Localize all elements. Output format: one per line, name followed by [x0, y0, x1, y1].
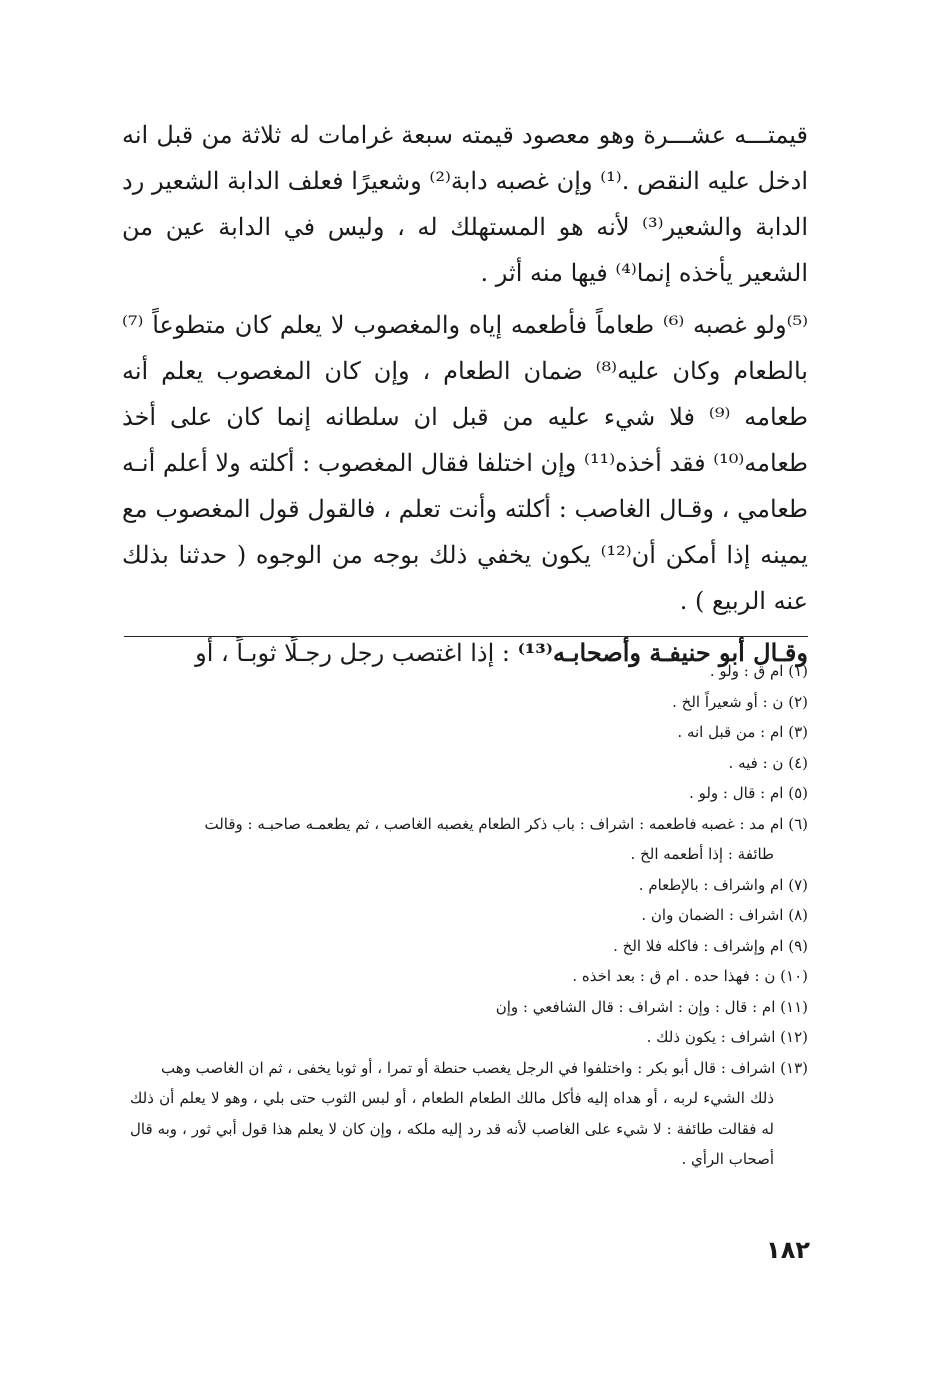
- footnote-text: ام واشراف : بالإطعام .: [638, 875, 784, 894]
- footnote-label: (١٠): [780, 967, 808, 985]
- footnote-text: ن : فيه .: [728, 753, 784, 772]
- footnote-8: [130, 900, 808, 931]
- footnote-text: ام مد : غصبه فاطعمه : اشراف : باب ذكر الطعام يغصبه الغاصب ، ثم يطعمـه صاحبـه : وقالت: [204, 814, 784, 833]
- footnote-text: ام : من قبل انه .: [677, 723, 784, 741]
- footnote-label: (١): [788, 662, 808, 680]
- footnote-text: اشراف : يكون ذلك .: [646, 1028, 776, 1046]
- footnote-label: (٢): [788, 692, 808, 711]
- footnote-label: (٣): [788, 723, 808, 741]
- footnote-label: (٥): [788, 784, 808, 802]
- footnote-text: ام : قال : ولو .: [689, 784, 784, 802]
- footnote-2: [130, 687, 808, 718]
- footnote-text: اشراف : الضمان وان .: [641, 906, 784, 924]
- footnote-label: (١٢): [780, 1028, 808, 1046]
- paragraph-3-bold-lead: وقـال أبو حنيفـة وأصحابـه⁽¹³⁾: [517, 638, 808, 667]
- footnote-text: ام : قال : وإن : اشراف : قال الشافعي : وإن: [495, 997, 776, 1016]
- footnote-5: [130, 778, 808, 809]
- footnote-label: (١١): [780, 997, 808, 1016]
- footnote-text: ن : أو شعيراً الخ .: [672, 692, 784, 711]
- footnote-3: [130, 717, 808, 748]
- footnote-6: [130, 809, 808, 870]
- footnote-1: [130, 656, 808, 687]
- footnote-separator: [124, 636, 808, 637]
- footnote-label: (٧): [788, 875, 808, 894]
- footnote-label: (١٣): [780, 1058, 808, 1077]
- paragraph-1: قيمتـــه عشـــرة وهو معصود قيمته سبعة غرامات له ثلاثة من قبل انه ادخل عليه النقص .⁽¹⁾ وإن غصبه دابة⁽²⁾ وشعيرًا فعلف الدابة الشعير رد الدابة والشعير⁽³⁾ لأنه هو المستهلك له ، وليس في الدابة عين من الشعير يأخذه إنما⁽⁴⁾ فيها منه أثر .: [122, 121, 809, 287]
- page-number: ١٨٢: [766, 1236, 810, 1264]
- footnote-4: [130, 748, 808, 779]
- footnote-text: ام وإشراف : فاكله فلا الخ .: [613, 936, 784, 955]
- footnotes: [130, 656, 808, 1175]
- footnote-text: اشراف : قال أبو بكر : واختلفوا في الرجل يغصب حنطة أو تمرا ، أو ثوبا يخفى ، ثم ان الغاصب وهب: [161, 1058, 776, 1077]
- paragraph-2: ⁽⁵⁾ولو غصبه ⁽⁶⁾ طعاماً فأطعمه إياه والمغصوب لا يعلم كان متطوعاً ⁽⁷⁾ بالطعام وكان عليه⁽⁸⁾ ضمان الطعام ، وإن كان المغصوب يعلم أنه طعامه ⁽⁹⁾ فلا شيء عليه من قبل ان سلطانه إنما كان على أخذ طعامه⁽¹⁰⁾ فقد أخذه⁽¹¹⁾ وإن اختلفا فقال المغصوب : أكلته ولا أعلم أنـه طعامي ، وقـال الغاصب : أكلته وأنت تعلم ، فالقول قول المغصوب مع يمينه إذا أمكن أن⁽¹²⁾ يكون يخفي ذلك بوجه من الوجوه ( حدثنا بذلك عنه الربيع ) .: [122, 311, 808, 615]
- footnote-9: [130, 931, 808, 962]
- footnote-text: ن : فهذا حده . ام ق : بعد اخذه .: [572, 967, 776, 985]
- footnote-label: (٨): [788, 906, 808, 924]
- footnote-label: (٤): [788, 753, 808, 772]
- footnote-text: ام ق : ولو .: [709, 662, 784, 680]
- footnote-11: [130, 992, 808, 1023]
- footnote-label: (٩): [788, 936, 808, 955]
- footnote-13: [130, 1053, 808, 1175]
- footnote-continuation: طائفة : إذا أطعمه الخ .: [630, 845, 774, 863]
- footnote-label: (٦): [788, 814, 808, 833]
- footnote-10: [130, 961, 808, 992]
- footnote-7: [130, 870, 808, 901]
- footnote-continuation: ذلك الشيء لربه ، أو هداه إليه فأكل مالك الطعام الطعام ، أو لبس الثوب حتى بلي ، وهو لا يعلم أن ذلك له فقالت طائفة : لا شيء على الغاصب لأنه قد رد إليه ملكه ، وإن كان لا يعلم هذا قول أبي ثور ، وبه قال أصحاب الرأي .: [130, 1089, 774, 1168]
- paragraph-3-text: : إذا اغتصب رجل رجـلًا ثوبـاً ، أو: [195, 639, 518, 667]
- footnote-12: [130, 1022, 808, 1053]
- main-text: [122, 112, 808, 676]
